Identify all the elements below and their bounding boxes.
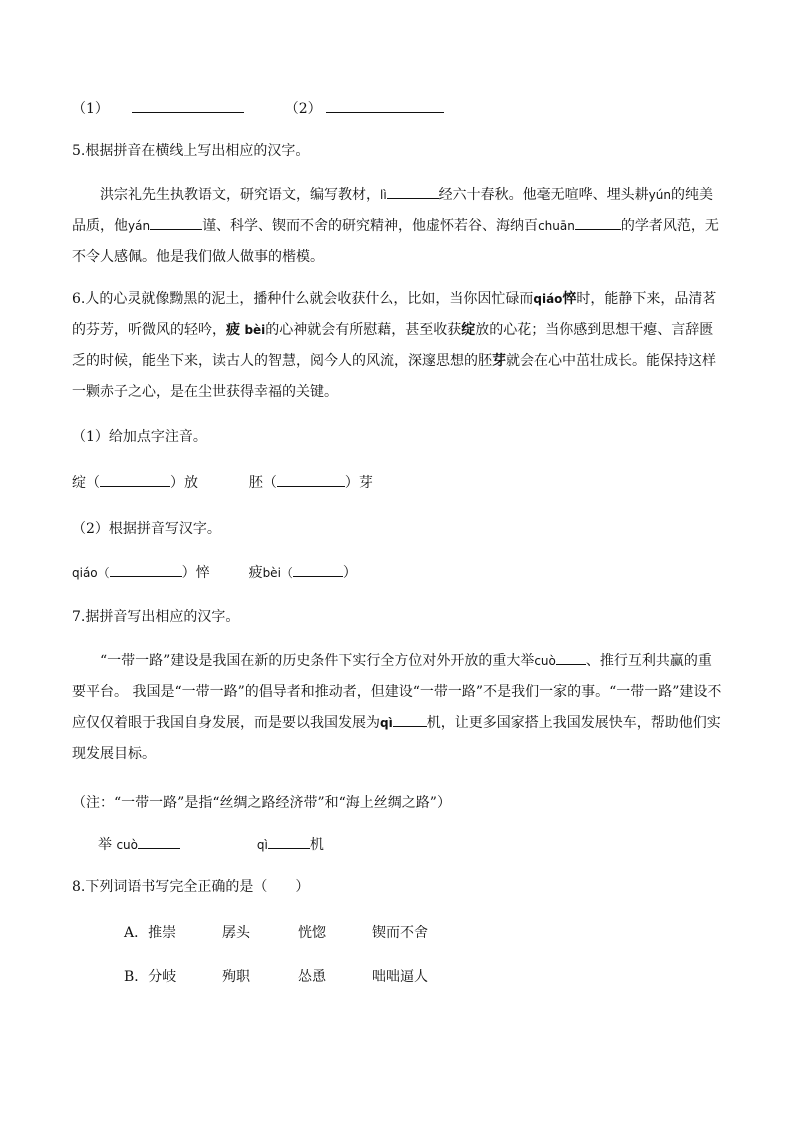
q7-title: 7.据拼音写出相应的汉字。 bbox=[72, 609, 240, 625]
q8-option-a[interactable] bbox=[124, 922, 428, 944]
q4-answer-1-blank[interactable] bbox=[132, 98, 244, 113]
q8-option-b-word-1: B．分岐 bbox=[124, 969, 177, 985]
q6-sub1-title: （1）给加点字注音。 bbox=[72, 429, 207, 445]
q7-answer-2-pinyin: qì bbox=[256, 838, 268, 852]
q7-text-2: 、推行互利共赢的重要平台。 我国是“一带一路”的倡导者和推动者，但建设“一带一路”不是我们一家的事。“一带一路”建设不应仅仅着眼于我国自身发展，而是要以我国发展为 bbox=[72, 653, 722, 731]
q6-s1-label-c: 胚（ bbox=[248, 475, 277, 491]
q6-s1-label-a: 绽（ bbox=[72, 475, 100, 491]
q5-text-1: 洪宗礼先生执教语文，研究语文，编写教材， bbox=[100, 187, 380, 203]
q5-text-5: 的学者风范，无不令人感佩。他是我们做人做事的楷模。 bbox=[72, 218, 719, 265]
q4-answer-2-label: （2） bbox=[284, 101, 322, 117]
q6-s1-label-b: ）放 bbox=[170, 475, 198, 491]
q7-pinyin-2: qì bbox=[380, 716, 393, 730]
q8-option-b-word-3: 怂恿 bbox=[298, 969, 326, 985]
q8-option-a-word-2: 孱头 bbox=[222, 925, 250, 941]
q7-pinyin-1: cuò bbox=[534, 654, 556, 668]
q6-text-a: 6.人的心灵就像黝黑的泥土，播种什么就会收获什么，比如，当你因忙碌而 bbox=[72, 291, 534, 307]
q5-pinyin-2: yún bbox=[648, 188, 671, 202]
q6-sub2-answers bbox=[72, 562, 722, 584]
q6-char-ya: 芽 bbox=[492, 353, 506, 369]
q7-answers bbox=[98, 834, 748, 856]
q7-passage bbox=[72, 646, 724, 770]
q4-answer-line bbox=[72, 98, 722, 120]
q5-title: 5.根据拼音在横线上写出相应的汉字。 bbox=[72, 143, 310, 159]
q6-text-e: 就会在心中茁壮成长。能保持这样一颗赤子之心，是在尘世获得幸福的关键。 bbox=[72, 353, 716, 400]
q8-title: 8.下列词语书写完全正确的是（ ） bbox=[72, 879, 310, 895]
q7-answer-1-pinyin: cuò bbox=[116, 838, 138, 852]
q6-s1-blank-1[interactable] bbox=[100, 472, 170, 487]
q6-text-d: 放的心花；当你感到思想干瘪、言辞匮乏的时候，能坐下来，读古人的智慧，阅今人的风流，深邃思想的胚 bbox=[72, 322, 714, 369]
q5-blank-3[interactable] bbox=[575, 215, 621, 230]
q5-blank-2[interactable] bbox=[150, 215, 202, 230]
q6-s2-blank-2[interactable] bbox=[293, 562, 343, 577]
q5-text-3: 的纯美品质，他 bbox=[72, 187, 713, 234]
q4-answer-1-label: （1） bbox=[72, 101, 109, 117]
q6-char-zhan: 绽 bbox=[461, 322, 476, 338]
q7-answer-1-blank[interactable] bbox=[138, 834, 180, 849]
q8-option-b[interactable] bbox=[124, 966, 428, 988]
q6-char-pi: 疲 bbox=[226, 322, 240, 338]
q6-sub1-answers bbox=[72, 472, 722, 494]
q5-text-2: 经六十春秋。他毫无喧哗、埋头耕 bbox=[438, 187, 649, 203]
q6-s1-blank-2[interactable] bbox=[277, 472, 345, 487]
q7-answer-2-char: 机 bbox=[309, 837, 324, 853]
q4-answer-2-blank[interactable] bbox=[326, 98, 444, 113]
q8-option-b-word-2: 殉职 bbox=[222, 969, 250, 985]
q7-text-1: “一带一路”建设是我国在新的历史条件下实行全方位对外开放的重大举 bbox=[100, 653, 535, 669]
q7-answer-2-blank[interactable] bbox=[268, 834, 310, 849]
q6-s1-label-d: ）芽 bbox=[344, 475, 373, 491]
q7-text-3: 机，让更多国家搭上我国发展快车，帮助他们实现发展目标。 bbox=[72, 715, 721, 762]
q6-text-b: 时，能静下来，品清茗的芬芳，听微风的轻吟， bbox=[72, 291, 717, 338]
q5-blank-1[interactable] bbox=[387, 184, 439, 199]
q6-pinyin-bei: bèi bbox=[244, 323, 266, 337]
q6-text-c: 的心神就会有所慰藉，甚至收获 bbox=[265, 322, 462, 338]
q6-s2-pinyin-1: qiáo（ bbox=[72, 566, 110, 580]
q6-s2-label-d: ） bbox=[342, 565, 357, 581]
q6-s2-label-b: ）悴 bbox=[181, 565, 210, 581]
q8-option-a-word-1: A．推崇 bbox=[124, 925, 177, 941]
q6-sub2-title: （2）根据拼音写汉字。 bbox=[72, 521, 221, 537]
q6-s2-label-c: 疲 bbox=[248, 565, 263, 581]
q8-option-a-word-4: 锲而不舍 bbox=[372, 925, 428, 941]
q5-pinyin-3: yán bbox=[128, 219, 151, 233]
q5-text-4: 谨、科学、锲而不舍的研究精神，他虚怀若谷、海纳百 bbox=[202, 218, 539, 234]
q6-s2-blank-1[interactable] bbox=[110, 562, 182, 577]
q8-option-b-word-4: 咄咄逼人 bbox=[372, 969, 428, 985]
q6-s2-pinyin-2: bèi（ bbox=[262, 566, 293, 580]
q5-pinyin-1: lì bbox=[380, 188, 387, 202]
q6-char-cui: 悴 bbox=[562, 291, 577, 307]
q6-pinyin-qiao: qiáo bbox=[533, 292, 563, 306]
q5-pinyin-4: chuān bbox=[538, 219, 575, 233]
q7-blank-2[interactable] bbox=[393, 712, 427, 727]
q7-answer-1-char: 举 bbox=[98, 837, 112, 853]
q7-blank-1[interactable] bbox=[556, 650, 586, 665]
q5-passage bbox=[72, 180, 724, 273]
q8-option-a-word-3: 恍惚 bbox=[298, 925, 326, 941]
q7-note: （注：“一带一路”是指“丝绸之路经济带”和“海上丝绸之路”） bbox=[72, 795, 451, 811]
q6-passage bbox=[72, 284, 724, 408]
